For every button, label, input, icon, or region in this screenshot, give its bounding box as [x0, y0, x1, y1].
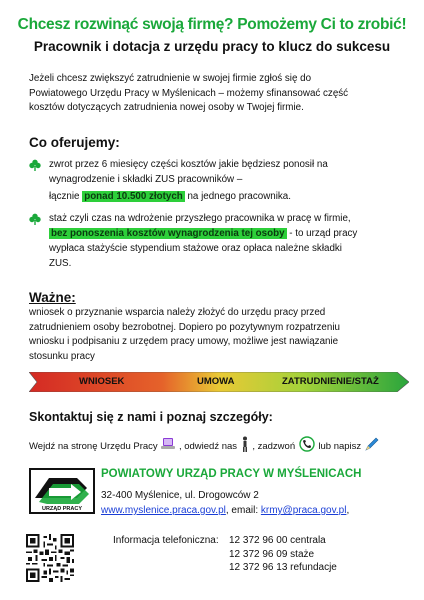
text: , email: [225, 505, 261, 516]
clover-icon [29, 213, 41, 225]
intro-line: Powiatowego Urzędu Pracy w Myślenicach – możemy sfinansować część [29, 87, 349, 99]
intro-line: Jeżeli chcesz zwiększyć zatrudnienie w swojej firmie zgłoś się do [29, 73, 312, 84]
logo-label: URZĄD PRACY [41, 506, 83, 512]
important-line: wniosku i podpisaniu z urzędem pracy umowy, możliwe jest nawiązanie [29, 336, 339, 347]
offer-title: Co oferujemy: [29, 135, 120, 150]
email-link[interactable]: krmy@praca.gov.pl [260, 505, 347, 516]
qr-code [26, 534, 74, 582]
offer-bullet-1 [49, 157, 409, 204]
phone-icon [298, 436, 316, 452]
phone-label: Informacja telefoniczna: [113, 535, 219, 546]
bullet-line [49, 189, 409, 204]
text: łącznie [49, 191, 83, 202]
text: lub napisz [318, 441, 362, 452]
contact-line [29, 436, 380, 452]
office-links [101, 505, 349, 516]
text: Wejdź na stronę Urzędu Pracy [29, 441, 158, 452]
laptop-icon [160, 437, 176, 451]
text: , zadzwoń [252, 441, 296, 452]
pen-icon [364, 436, 380, 452]
step-wniosek: WNIOSEK [79, 376, 125, 387]
office-address: 32-400 Myślenice, ul. Drogowców 2 [101, 490, 259, 501]
process-arrow [29, 372, 409, 392]
important-line: zatrudnieniem osoby bezrobotnej. Dopiero po pozytywnym rozpatrzeniu [29, 321, 340, 333]
clover-icon [29, 159, 41, 171]
text: , odwiedź nas [178, 441, 238, 452]
intro-paragraph [29, 72, 404, 116]
bullet-line: wypłaca stażyście stypendium stażowe oraz opłaca należne składki [49, 243, 342, 254]
bullet-line: wynagrodzenie i składki ZUS pracowników – [49, 174, 243, 185]
important-paragraph [29, 306, 404, 364]
text: , [346, 505, 350, 516]
bullet-line [49, 226, 409, 241]
important-line: stosunku pracy [29, 350, 95, 362]
text: na jednego pracownika. [184, 191, 291, 202]
contact-title: Skontaktuj się z nami i poznaj szczegóły: [29, 410, 273, 424]
bullet-line: ZUS. [49, 258, 72, 269]
office-name: POWIATOWY URZĄD PRACY W MYŚLENICACH [101, 468, 362, 480]
bullet-line: staż czyli czas na wdrożenie przyszłego pracownika w pracę w firmie, [49, 213, 351, 224]
phone-number: 12 372 96 13 refundacje [229, 562, 337, 573]
phone-list [229, 534, 337, 575]
page-subtitle: Pracownik i dotacja z urzędu pracy to klucz do sukcesu [33, 39, 391, 54]
person-icon [240, 436, 250, 452]
intro-line: kosztów dotyczących zatrudnienia nowej osoby w Twojej firmie. [29, 102, 304, 113]
page-title: Chcesz rozwinąć swoją firmę? Pomożemy Ci to zrobić! [17, 16, 407, 33]
step-zatrudnienie: ZATRUDNIENIE/STAŻ [282, 376, 379, 387]
text: - to urząd pracy [286, 228, 358, 239]
amount-highlight: ponad 10.500 złotych [84, 191, 183, 202]
cost-highlight: bez ponoszenia kosztów wynagrodzenia tej osoby [51, 228, 285, 239]
offer-bullet-2 [49, 211, 409, 271]
step-umowa: UMOWA [197, 376, 235, 387]
bullet-line: zwrot przez 6 miesięcy części kosztów jakie będziesz ponosił na [49, 159, 328, 170]
urzad-pracy-logo [29, 468, 95, 514]
website-link[interactable]: www.myslenice.praca.gov.pl [101, 505, 226, 516]
phone-number: 12 372 96 00 centrala [229, 535, 326, 546]
important-title: Ważne: [29, 290, 76, 305]
phone-number: 12 372 96 09 staże [229, 548, 315, 560]
important-line: wniosek o przyznanie wsparcia należy złożyć do urzędu pracy przed [29, 307, 326, 318]
